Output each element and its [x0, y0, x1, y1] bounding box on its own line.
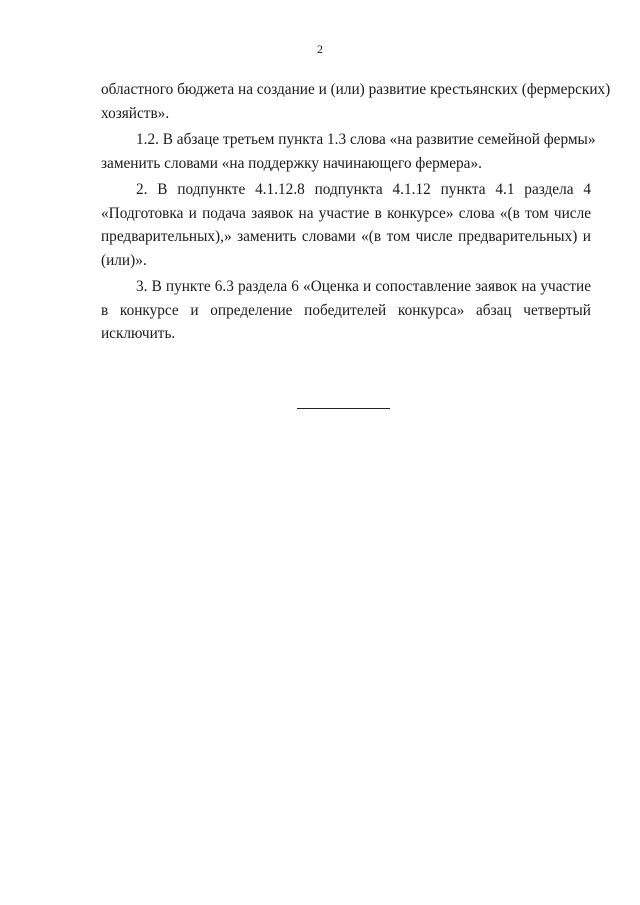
text-line: в конкурсе и определение победителей конкурса» абзац четвертый [101, 301, 591, 319]
text-line: 1.2. В абзаце третьем пункта 1.3 слова «на развитие семейной фермы» [136, 131, 596, 148]
text-line: заменить словами «на поддержку начинающего фермера». [101, 154, 482, 172]
end-separator-line [297, 408, 390, 409]
text-line: (или)». [101, 251, 147, 269]
text-line: 2. В подпункте 4.1.12.8 подпункта 4.1.12 пункта 4.1 раздела 4 [136, 181, 591, 198]
text-line: хозяйств». [101, 104, 170, 122]
paragraph-item-1-2 [101, 128, 596, 175]
paragraph-continuation [101, 78, 611, 125]
text-line: предварительных),» заменить словами «(в том числе предварительных) и [101, 228, 591, 245]
paragraph-item-2 [101, 178, 591, 272]
page-number: 2 [317, 42, 323, 56]
paragraph-item-3 [101, 275, 591, 346]
text-line: 3. В пункте 6.3 раздела 6 «Оценка и сопоставление заявок на участие [136, 278, 591, 295]
text-line: областного бюджета на создание и (или) развитие крестьянских (фермерских) [101, 81, 611, 98]
document-body [101, 78, 611, 346]
text-line: «Подготовка и подача заявок на участие в конкурсе» слова «(в том числе [101, 204, 591, 222]
text-line: исключить. [101, 325, 176, 342]
